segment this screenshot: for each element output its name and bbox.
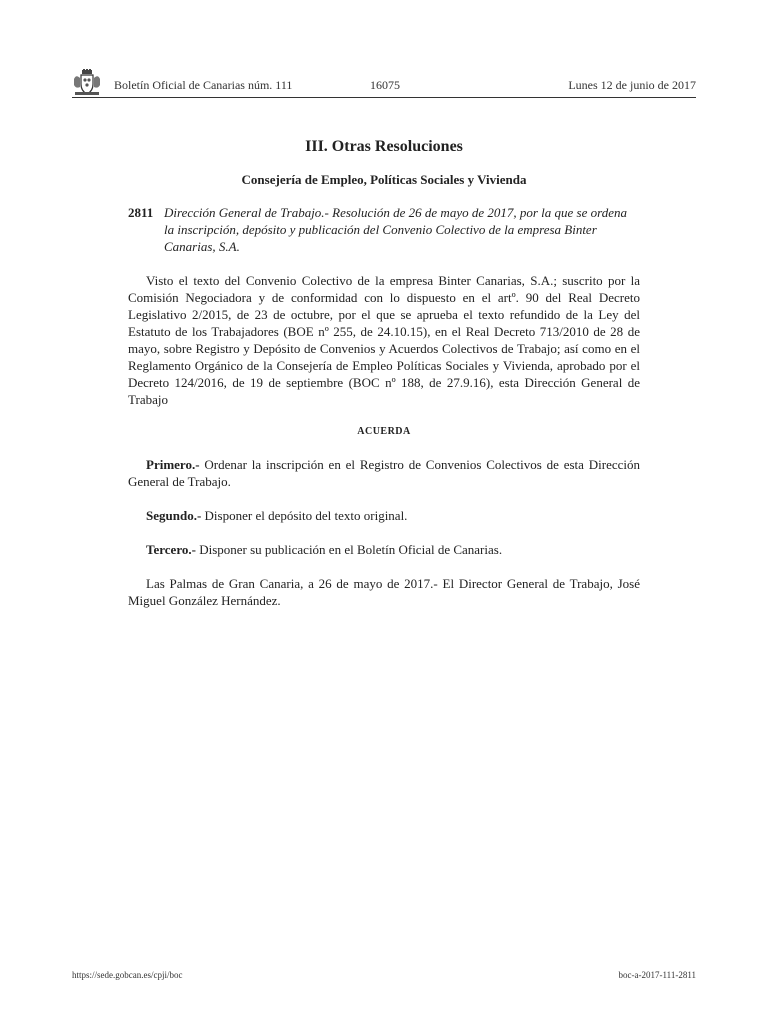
footer-url-link[interactable]: https://sede.gobcan.es/cpji/boc bbox=[72, 970, 183, 980]
clause-third bbox=[128, 541, 640, 558]
publication-title: Boletín Oficial de Canarias núm. 111 bbox=[114, 78, 293, 92]
document-body bbox=[128, 136, 640, 609]
entry-summary: Dirección General de Trabajo.- Resolución de 26 de mayo de 2017, por la que se ordena la inscripción, depósito y publicación del Convenio Colectivo de la empresa Binter Canarias, S.A. bbox=[164, 205, 627, 254]
clause-first bbox=[128, 456, 640, 490]
page-number: 16075 bbox=[370, 78, 400, 92]
clause-label: Primero.- bbox=[146, 457, 200, 472]
preamble-paragraph: Visto el texto del Convenio Colectivo de la empresa Binter Canarias, S.A.; suscrito por la Comisión Negociadora y de conformidad con lo dispuesto en el artº. 90 del Real Decreto Legislativo 2/2015, de 23 de octubre, por el que se aprueba el texto refundido de la Ley del Estatuto de los Trabajadores (BOE nº 255, de 24.10.15), en el Real Decreto 713/2010 de 28 de mayo, sobre Registro y Depósito de Convenios y Acuerdos Colectivos de Trabajo; así como en el Reglamento Orgánico de la Consejería de Empleo Políticas Sociales y Vivienda, aprobado por el Decreto 124/2016, de 19 de septiembre (BOC nº 188, de 27.9.16), esta Dirección General de Trabajo bbox=[128, 273, 640, 407]
clause-label: Tercero.- bbox=[146, 542, 196, 557]
department-heading: Consejería de Empleo, Políticas Sociales y Vivienda bbox=[241, 172, 527, 187]
coat-of-arms-icon bbox=[72, 69, 102, 97]
section-title: III. Otras Resoluciones bbox=[305, 138, 463, 155]
resolution-entry bbox=[128, 204, 640, 255]
clause-second bbox=[128, 507, 640, 524]
entry-number: 2811 bbox=[128, 205, 154, 220]
acuerda-heading: ACUERDA bbox=[357, 426, 411, 437]
clause-text: Ordenar la inscripción en el Registro de Convenios Colectivos de esta Dirección General de Trabajo. bbox=[128, 457, 640, 489]
closing-paragraph: Las Palmas de Gran Canaria, a 26 de mayo de 2017.- El Director General de Trabajo, José Miguel González Hernández. bbox=[128, 576, 640, 608]
clause-text: Disponer su publicación en el Boletín Oficial de Canarias. bbox=[195, 542, 503, 557]
clause-label: Segundo.- bbox=[146, 508, 202, 523]
publication-date: Lunes 12 de junio de 2017 bbox=[568, 78, 696, 92]
clause-text: Disponer el depósito del texto original. bbox=[201, 508, 408, 523]
header-divider bbox=[72, 97, 696, 98]
document-code: boc-a-2017-111-2811 bbox=[618, 970, 696, 980]
page-header bbox=[72, 66, 696, 98]
